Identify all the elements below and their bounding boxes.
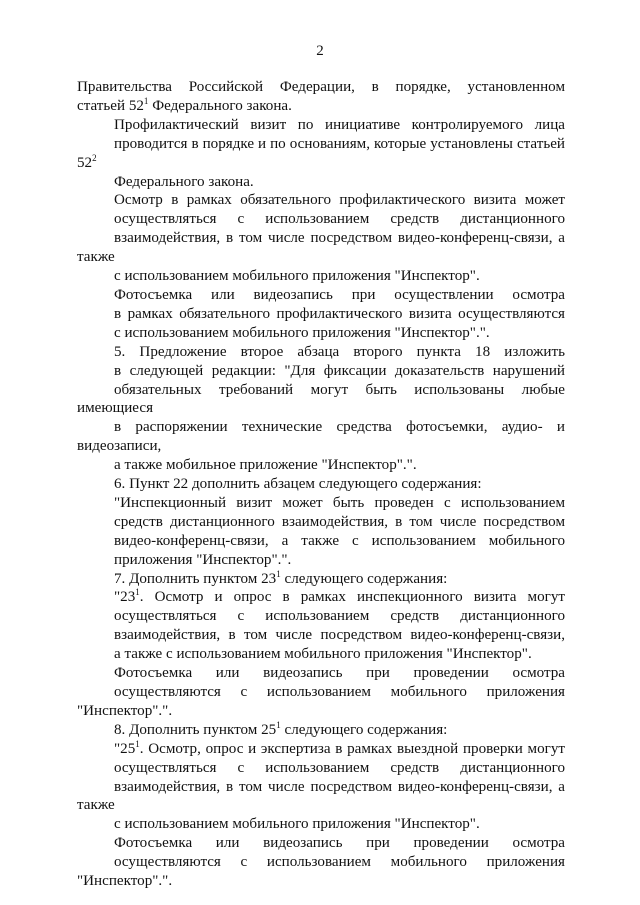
paragraph — [77, 834, 565, 891]
text-run: 8. Дополнить пунктом 25 — [114, 721, 277, 738]
text-line — [77, 494, 565, 513]
superscript: 1 — [135, 587, 140, 598]
paragraph — [77, 475, 565, 494]
text-run: взаимодействия, в том числе посредством видео-конференц-связи, а также — [77, 778, 565, 814]
text-run: Осмотр в рамках обязательного профилактического визита может — [114, 192, 565, 209]
text-line — [77, 418, 565, 456]
text-run: 6. Пункт 22 дополнить абзацем следующего содержания: — [114, 476, 482, 493]
text-line — [77, 475, 565, 494]
text-line — [77, 834, 565, 853]
text-run: следующего содержания: — [280, 721, 448, 738]
text-run: в распоряжении технические средства фотосъемки, аудио- и видеозаписи, — [77, 419, 565, 455]
text-run: статьей 52 — [77, 97, 144, 114]
paragraph — [77, 740, 565, 835]
text-run: осуществляются с использованием мобильного приложения "Инспектор".". — [77, 684, 565, 719]
text-line — [77, 740, 565, 759]
text-run: "25 — [114, 740, 136, 757]
text-line — [77, 286, 565, 305]
page-number: 2 — [316, 43, 324, 59]
text-run: а также с использованием мобильного приложения "Инспектор". — [114, 646, 532, 663]
text-run: осуществляться с использованием средств дистанционного — [114, 608, 565, 625]
paragraph — [77, 570, 565, 589]
paragraph — [77, 664, 565, 721]
text-line — [77, 362, 565, 381]
paragraph — [77, 721, 565, 740]
text-line — [77, 815, 565, 834]
text-line — [77, 229, 565, 267]
text-run: взаимодействия, в том числе посредством видео-конференц-связи, — [114, 627, 565, 644]
paragraph — [77, 588, 565, 664]
text-run: осуществляются с использованием мобильного приложения "Инспектор".". — [77, 854, 565, 890]
text-line — [77, 343, 565, 362]
text-run: взаимодействия, в том числе посредством видео-конференц-связи, а также — [77, 230, 565, 266]
superscript: 1 — [135, 738, 140, 749]
text-run: 5. Предложение второе абзаца второго пункта 18 изложить — [114, 343, 565, 360]
text-line — [77, 135, 565, 173]
text-run: Федерального закона. — [148, 97, 292, 114]
text-line — [77, 645, 565, 664]
text-line — [77, 456, 565, 475]
text-run: а также мобильное приложение "Инспектор".". — [114, 457, 417, 474]
text-line — [77, 570, 565, 589]
text-line — [77, 116, 565, 135]
text-run: "Инспекционный визит может быть проведен с использованием — [114, 494, 565, 511]
paragraph — [77, 494, 565, 570]
text-run: 7. Дополнить пунктом 23 — [114, 570, 277, 587]
text-line — [77, 78, 565, 97]
text-line — [77, 626, 565, 645]
text-run: "23 — [114, 589, 136, 606]
paragraph — [77, 286, 565, 343]
superscript: 1 — [276, 719, 281, 730]
text-line — [77, 664, 565, 683]
text-run: Профилактический визит по инициативе контролируемого лица — [114, 116, 565, 133]
text-line — [77, 778, 565, 816]
text-run: Фотосъемка или видеозапись при проведении осмотра — [114, 665, 565, 682]
text-run: следующего содержания: — [280, 570, 448, 587]
text-run: . Осмотр, опрос и экспертиза в рамках выездной проверки могут — [139, 740, 565, 757]
text-run: Фотосъемка или видеозапись при осуществлении осмотра — [114, 286, 565, 303]
text-run: с использованием мобильного приложения "Инспектор". — [114, 268, 480, 285]
superscript: 1 — [276, 568, 281, 579]
text-run: в следующей редакции: "Для фиксации доказательств нарушений — [114, 362, 565, 379]
text-line — [77, 324, 565, 343]
paragraph — [77, 343, 565, 475]
text-run: в рамках обязательного профилактического визита осуществляются — [114, 305, 565, 322]
text-line — [77, 683, 565, 721]
text-line — [77, 267, 565, 286]
text-line — [77, 381, 565, 419]
text-run: приложения "Инспектор".". — [114, 551, 292, 568]
paragraph — [77, 191, 565, 286]
text-line — [77, 607, 565, 626]
text-run: Фотосъемка или видеозапись при проведении осмотра — [114, 835, 565, 852]
text-line — [77, 853, 565, 891]
text-run: . Осмотр и опрос в рамках инспекционного визита могут — [139, 589, 565, 606]
text-run: Правительства Российской Федерации, в порядке, установленном — [77, 79, 565, 95]
text-run: обязательных требований могут быть использованы любые имеющиеся — [77, 381, 565, 417]
paragraph — [77, 78, 565, 116]
superscript: 1 — [143, 95, 149, 106]
text-line — [77, 759, 565, 778]
text-line — [77, 551, 565, 570]
document-body — [77, 78, 565, 891]
text-run: средств дистанционного взаимодействия, в том числе посредством — [114, 513, 565, 530]
superscript: 2 — [92, 152, 97, 163]
text-run: с использованием мобильного приложения "Инспектор". — [114, 816, 480, 833]
text-run: осуществляться с использованием средств дистанционного — [114, 759, 565, 776]
text-line — [77, 97, 565, 116]
text-line — [77, 588, 565, 607]
text-run: видео-конференц-связи, а также с использованием мобильного — [114, 532, 565, 549]
text-run: Федерального закона. — [114, 173, 254, 190]
text-line — [77, 173, 565, 192]
text-run: с использованием мобильного приложения "Инспектор".". — [114, 324, 490, 341]
text-run: проводится в порядке и по основаниям, которые установлены статьей 52 — [77, 135, 565, 171]
text-line — [77, 191, 565, 210]
text-line — [77, 305, 565, 324]
text-line — [77, 513, 565, 532]
paragraph — [77, 116, 565, 192]
text-run: осуществляться с использованием средств дистанционного — [114, 211, 565, 228]
text-line — [77, 532, 565, 551]
text-line — [77, 210, 565, 229]
text-line — [77, 721, 565, 740]
